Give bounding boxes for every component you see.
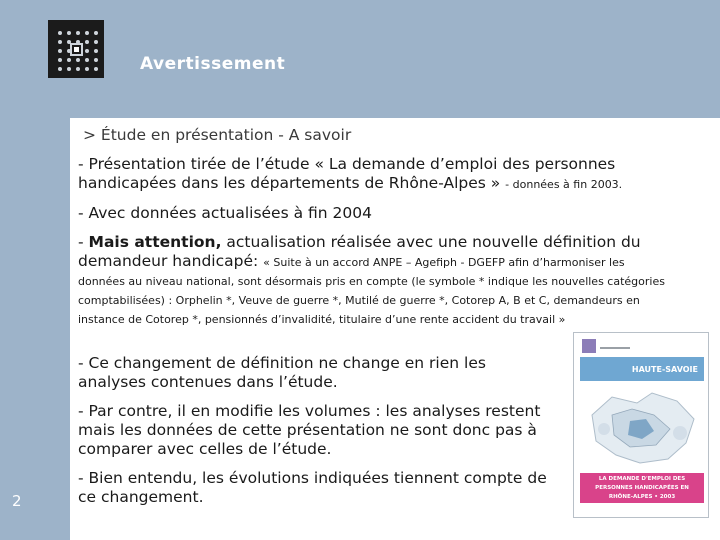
logo-dot — [94, 31, 98, 35]
cover-caption-band: LA DEMANDE D'EMPLOI DES PERSONNES HANDICAPÉES EN RHÔNE-ALPES • 2003 — [580, 473, 704, 503]
report-cover-image — [573, 332, 709, 518]
warning-definition: « Suite à un accord ANPE – Agefiph - DGEFP afin d’harmoniser les données au niveau national, sont désormais pris en compte (le symbole * indique les nouvelles catégories comptabilisées) : Orphelin *, Veuve de guerre *, Mutilé de guerre *, Cotorep A, B et C, demandeurs en instance de Cotorep *, pensionnés d’invalidité, titulaire d’une rente accident du travail » — [78, 256, 665, 326]
slide-title: Avertissement — [140, 54, 286, 74]
paragraph-evolutions: - Bien entendu, les évolutions indiquées tiennent compte de ce changement. — [78, 469, 547, 506]
paragraph-volumes: - Par contre, il en modifie les volumes : les analyses restent mais les données de cette présentation ne sont donc pas à comparer avec celles de l’étude. — [78, 402, 541, 458]
logo-dot — [58, 67, 62, 71]
cover-map-icon — [582, 385, 702, 469]
logo-dot — [58, 58, 62, 62]
logo-dot — [58, 40, 62, 44]
logo-dot — [58, 31, 62, 35]
logo-dot — [67, 67, 71, 71]
warning-text: actualisation réalisée avec une nouvelle définition du demandeur handicapé: — [78, 233, 641, 270]
logo-dot — [67, 31, 71, 35]
logo-dot — [85, 40, 89, 44]
logo-dot — [67, 49, 71, 53]
logo-dot — [76, 67, 80, 71]
section-heading: > Étude en présentation - A savoir — [83, 126, 352, 144]
logo-dot — [76, 40, 80, 44]
logo-center-square — [72, 45, 81, 54]
logo-dot — [94, 58, 98, 62]
logo-dot — [67, 40, 71, 44]
cover-logo-icon — [582, 339, 596, 353]
paragraph-source-text: - Présentation tirée de l’étude « La demande d’emploi des personnes handicapées dans les départements de Rhône-Alpes » — [78, 155, 616, 192]
logo-dot — [76, 31, 80, 35]
paragraph-analysis: - Ce changement de définition ne change en rien les analyses contenues dans l’étude. — [78, 354, 486, 391]
paragraph-source — [78, 155, 678, 194]
paragraph-update: - Avec données actualisées à fin 2004 — [78, 204, 372, 222]
page-number: 2 — [12, 492, 22, 510]
logo-dot — [67, 58, 71, 62]
logo-grid-icon — [48, 20, 104, 78]
logo-dot — [85, 67, 89, 71]
paragraph-source-note: - données à fin 2003. — [505, 178, 623, 191]
logo-dot — [85, 49, 89, 53]
logo-dot — [58, 49, 62, 53]
warning-bold: Mais attention, — [88, 233, 222, 251]
logo-dot — [85, 31, 89, 35]
warning-lead: - — [78, 233, 89, 251]
paragraph-warning — [78, 233, 668, 328]
logo-dot — [94, 40, 98, 44]
logo-dot — [76, 58, 80, 62]
logo-dot — [94, 67, 98, 71]
cover-subtitle-line — [600, 347, 630, 349]
logo-dot — [94, 49, 98, 53]
cover-region-band: HAUTE-SAVOIE — [580, 357, 704, 381]
logo-dot — [85, 58, 89, 62]
